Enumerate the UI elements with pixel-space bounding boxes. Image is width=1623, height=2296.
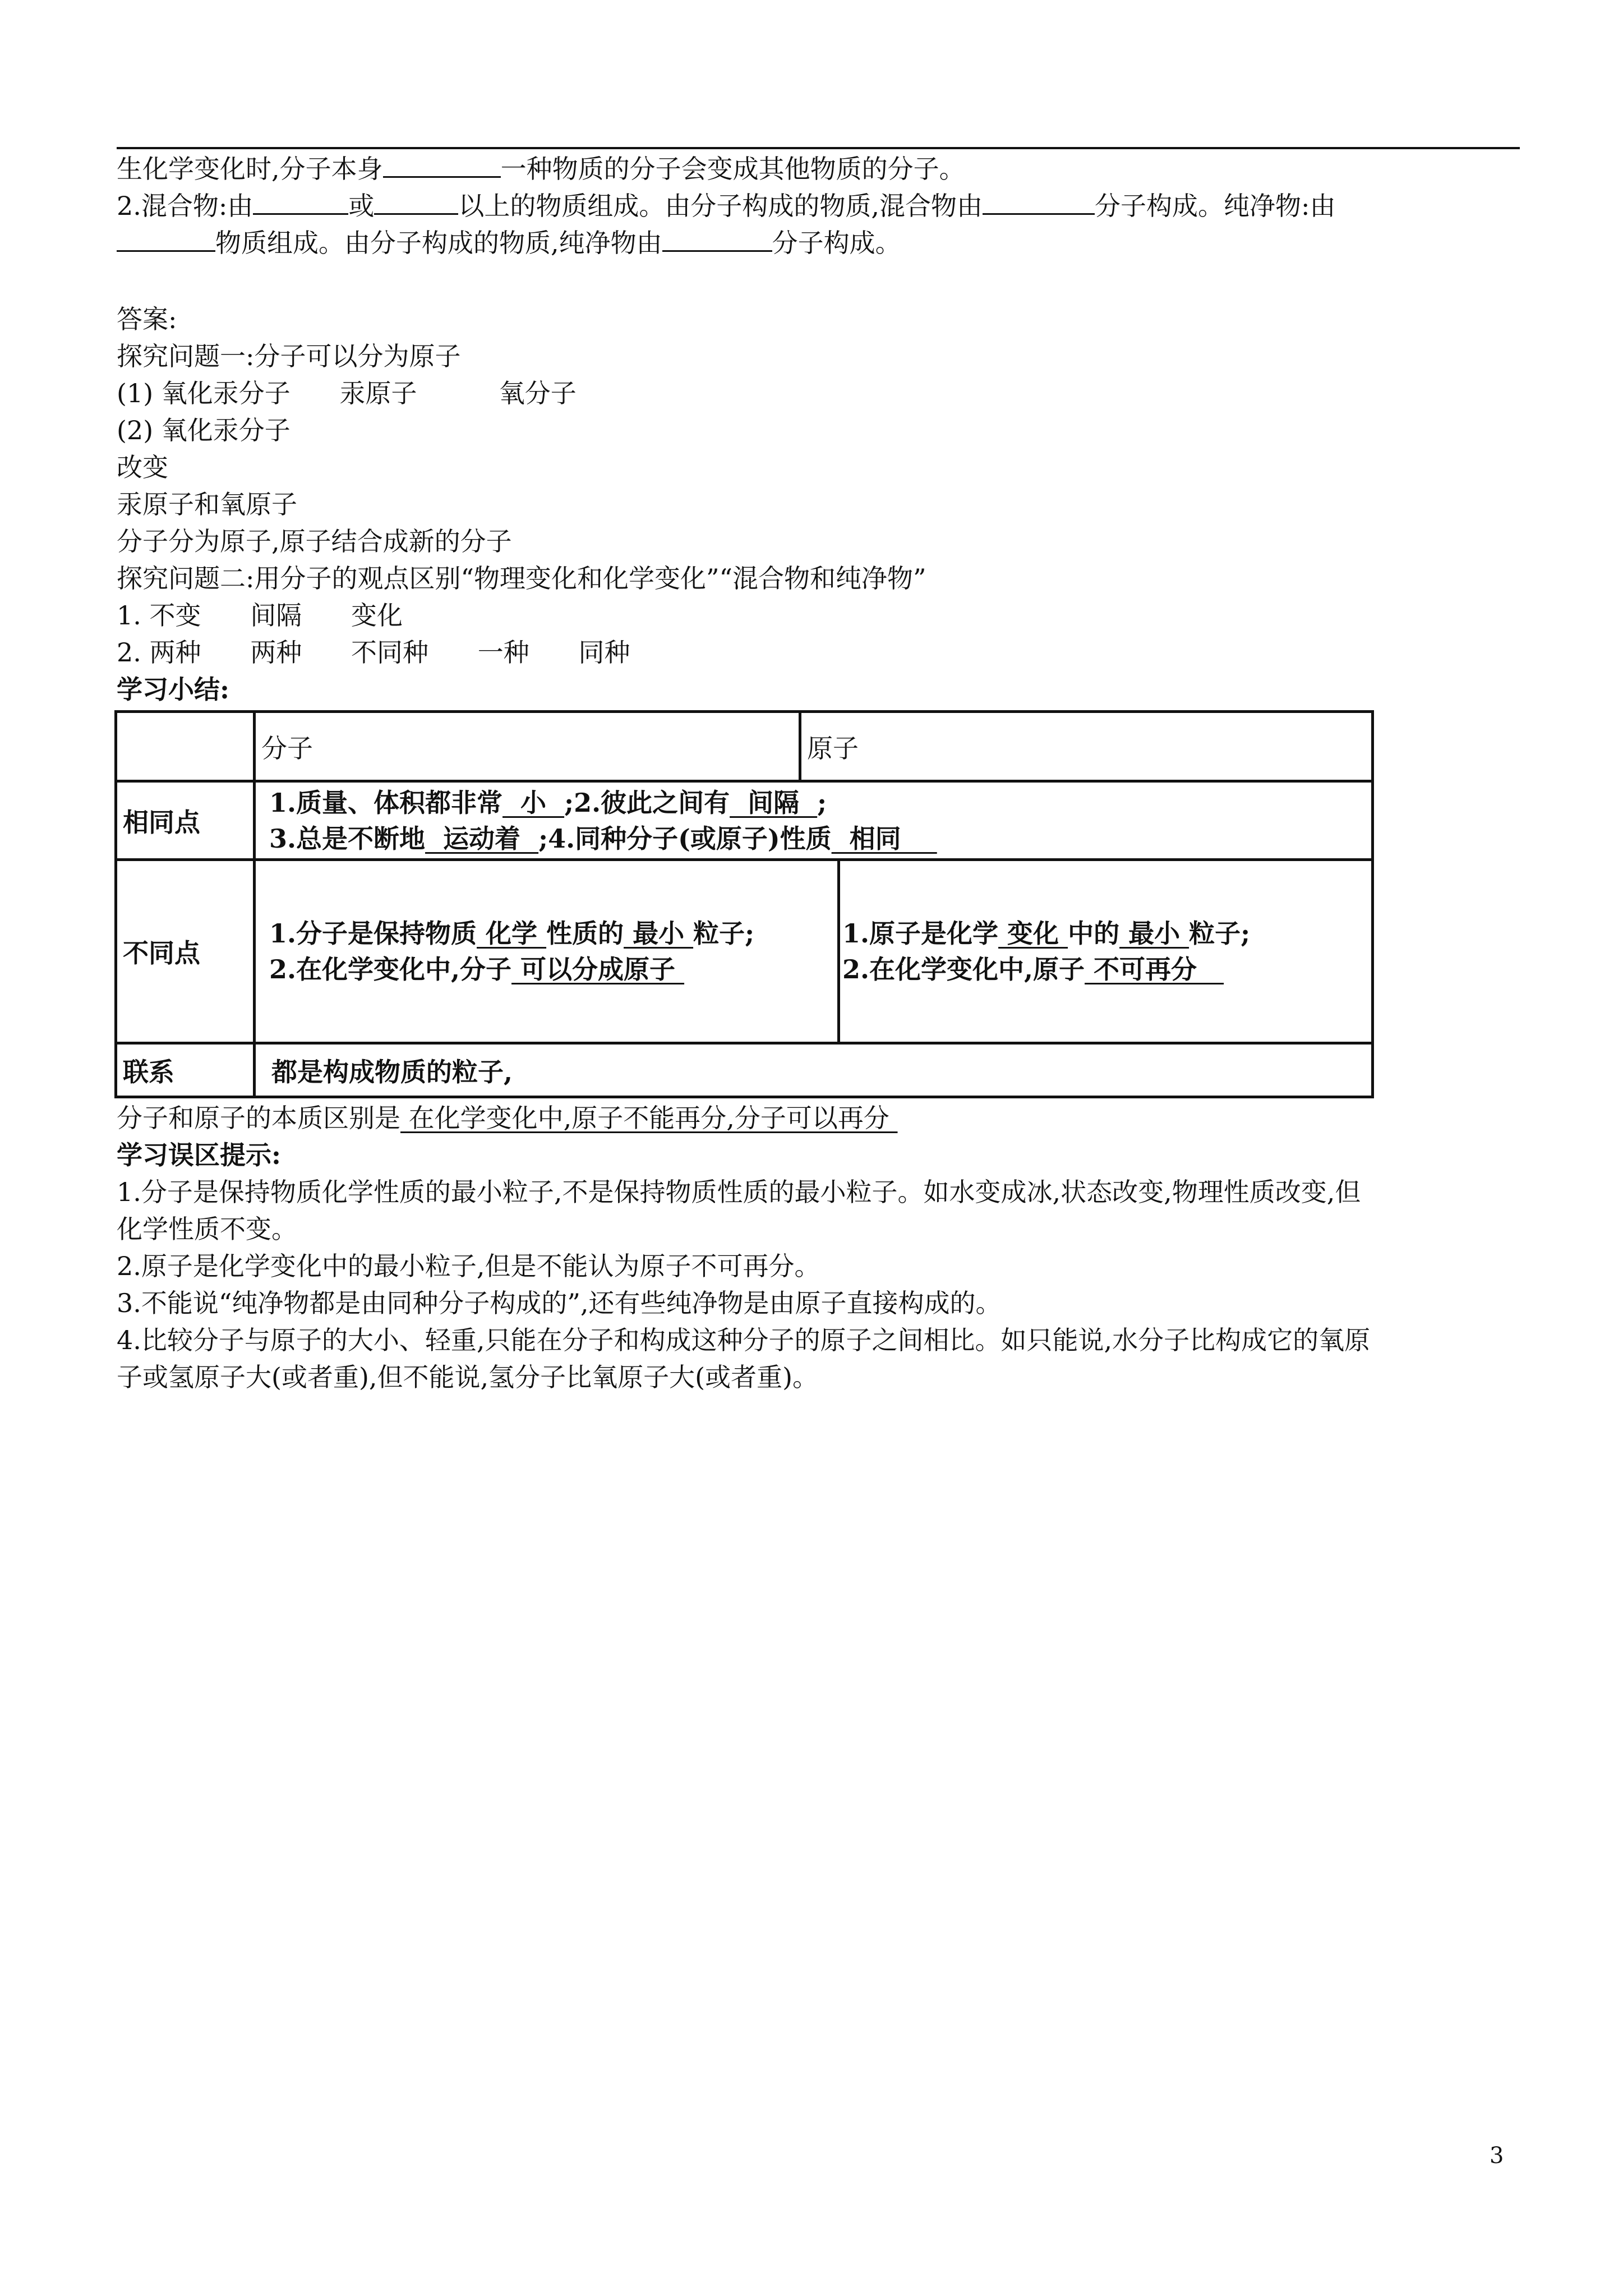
- q2-title: 探究问题二:用分子的观点区别“物理变化和化学变化”“混合物和纯净物”: [117, 563, 926, 593]
- page-number: 3: [1490, 2143, 1504, 2169]
- header-rule: [117, 147, 1520, 149]
- diff-content: [255, 860, 1373, 1043]
- pitfall-1a: 1.分子是保持物质化学性质的最小粒子,不是保持物质性质的最小粒子。如水变成冰,状态改变,物理性质改变,但: [117, 1177, 1361, 1207]
- q1-line-5: 分子分为原子,原子结合成新的分子: [117, 526, 512, 556]
- diff-label: 不同点: [116, 860, 255, 1043]
- link-label: 联系: [116, 1043, 255, 1097]
- essence-line: 分子和原子的本质区别是 在化学变化中,原子不能再分,分子可以再分: [117, 1103, 898, 1133]
- blank[interactable]: [117, 226, 215, 252]
- pitfalls-heading: 学习误区提示:: [117, 1140, 281, 1170]
- pitfall-4a: 4.比较分子与原子的大小、轻重,只能在分子和构成这种分子的原子之间相比。如只能说,水分子比构成它的氧原: [117, 1325, 1371, 1355]
- intro-line-3: 物质组成。由分子构成的物质,纯净物由 分子构成。: [117, 224, 1524, 261]
- link-row: [116, 1043, 1373, 1097]
- answers-section: [117, 301, 1524, 708]
- answers-heading: 答案:: [117, 304, 177, 334]
- blank[interactable]: [253, 188, 348, 215]
- mol-line-1: 1.分子是保持物质 化学 性质的 最小 粒子;: [269, 918, 755, 949]
- q1-line-3: 改变: [117, 452, 168, 482]
- intro-line-2: 2.混合物:由 或 以上的物质组成。由分子构成的物质,混合物由 分子构成。纯净物:由: [117, 187, 1524, 224]
- pitfall-1b: 化学性质不变。: [117, 1214, 297, 1244]
- summary-table: [114, 710, 1374, 1098]
- diff-atom: [840, 861, 1371, 1042]
- q2-line-2: 2. 两种 两种 不同种 一种 同种: [117, 637, 630, 668]
- table-header-row: [116, 712, 1373, 781]
- same-line-2: 3.总是不断地 运动着 ;4.同种分子(或原子)性质 相同: [269, 823, 937, 854]
- same-content: [255, 781, 1373, 860]
- atom-line-2: 2.在化学变化中,原子 不可再分: [842, 954, 1224, 984]
- same-row: [116, 781, 1373, 860]
- diff-molecule: [256, 861, 840, 1042]
- pitfall-2: 2.原子是化学变化中的最小粒子,但是不能认为原子不可再分。: [117, 1251, 820, 1281]
- pitfall-3: 3.不能说“纯净物都是由同种分子构成的”,还有些纯净物是由原子直接构成的。: [117, 1288, 1002, 1318]
- atom-line-1: 1.原子是化学 变化 中的 最小 粒子;: [842, 918, 1251, 949]
- q1-title: 探究问题一:分子可以分为原子: [117, 341, 461, 371]
- intro-section: [117, 150, 1524, 261]
- same-label: 相同点: [116, 781, 255, 860]
- col-molecule: 分子: [255, 712, 800, 781]
- pitfalls-section: [117, 1099, 1524, 1396]
- blank[interactable]: [383, 151, 501, 178]
- blank[interactable]: [374, 188, 458, 215]
- corner-cell: [116, 712, 255, 781]
- pitfall-4b: 子或氢原子大(或者重),但不能说,氢分子比氧原子大(或者重)。: [117, 1362, 819, 1392]
- link-text: 都是构成物质的粒子,: [255, 1043, 1373, 1097]
- diff-row: [116, 860, 1373, 1043]
- q1-line-2: (2) 氧化汞分子: [117, 415, 291, 445]
- mol-line-2: 2.在化学变化中,分子 可以分成原子: [269, 954, 685, 984]
- blank[interactable]: [983, 188, 1095, 215]
- intro-line-1: 生化学变化时,分子本身 一种物质的分子会变成其他物质的分子。: [117, 150, 1524, 187]
- q1-line-4: 汞原子和氧原子: [117, 489, 297, 519]
- blank[interactable]: [662, 226, 772, 252]
- same-line-1: 1.质量、体积都非常 小 ;2.彼此之间有 间隔 ;: [269, 787, 827, 818]
- q2-line-1: 1. 不变 间隔 变化: [117, 600, 403, 631]
- col-atom: 原子: [800, 712, 1373, 781]
- summary-heading: 学习小结:: [117, 674, 229, 705]
- q1-line-1: (1) 氧化汞分子 汞原子 氧分子: [117, 378, 577, 408]
